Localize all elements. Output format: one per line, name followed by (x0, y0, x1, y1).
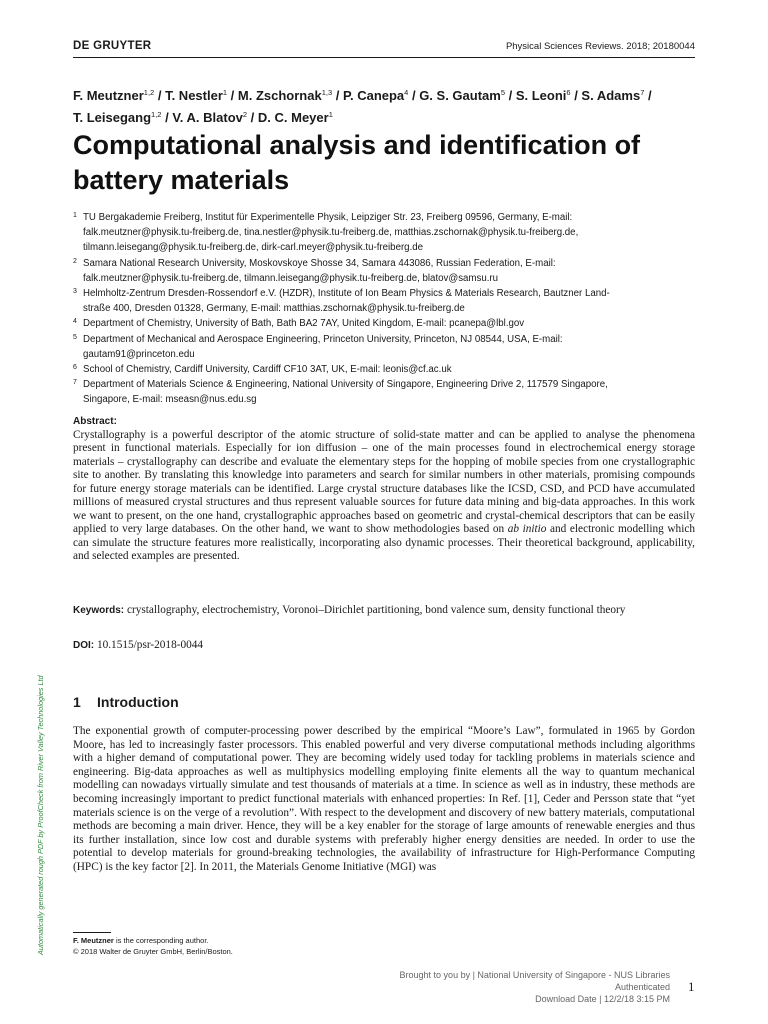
affiliation (73, 362, 695, 377)
author-name: T. Nestler (165, 88, 223, 103)
author (73, 88, 154, 103)
affiliation-number: 5 (73, 333, 77, 341)
author-affiliation-mark: 6 (566, 88, 571, 97)
body-paragraph: The exponential growth of computer-processing power described by the empirical “Moore’s Law”, formulated in 1965 by Gordon Moore, has led to increasingly faster processors. This enabled powerful and very diverse computational methods including algorithms with a higher demand of computational power. They are becoming widely used today for tackling problems in materials science and engineering. Big-data approaches as well as multiphysics modelling employing finite elements all the way to quantum mechanical modelling can nowadays virtually simulate and test thousands of materials at a time. In science as well as in industry, these methods are becoming increasingly important to predict functional materials with enhanced properties: In Ref. [1], Ceder and Persson state that “yet materials science is on the verge of a revolution”. With respect to the development and discovery of new battery materials, computational methods are becoming a main driver. Hence, they will be a key enabler for the storage of large amounts of renewable energies and thus its further installation, since low cost and durable systems with preferably higher energy densities are needed. In order to use the potential to develop materials for ground-breaking technologies, the availability of infrastructure for High-Performance Computing (HPC) is the key factor [2]. In 2011, the Materials Genome Initiative (MGI) was (73, 725, 695, 873)
affiliation-text: TU Bergakademie Freiberg, Institut für Experimentelle Physik, Leipziger Str. 23, Freiberg 09596, Germany, E-mail: falk.meutzner@physik.tu-freiberg.de, tina.nestler@physik.tu-freiberg.de, matthias.zschornak@physik.tu-freiberg.de, tilmann.leisegang@physik.tu-freiberg.de, dirk-carl.meyer@physik.tu-freiberg.de (83, 212, 579, 254)
affiliation (73, 316, 695, 331)
abstract-text-continued: and electronic modelling which can simulate the structure features more realistically, incorporating also dynamic processes. Their theoretical background, applicability, and selected examples are presented. (73, 523, 695, 562)
author (73, 110, 161, 125)
affiliation-text: Department of Chemistry, University of Bath, Bath BA2 7AY, United Kingdom, E-mail: pcanepa@lbl.gov (83, 318, 525, 330)
section-heading (73, 694, 179, 710)
footnote (73, 936, 233, 957)
author-name: S. Adams (581, 88, 641, 103)
abstract (73, 415, 695, 564)
abstract-text: Crystallography is a powerful descriptor of the atomic structure of solid-state matter and can be applied to analyse the phenomena present in functional materials. Especially for ion diffusion – one of the main processes found in electrochemical energy storage materials – crystallography can describe and evaluate the elementary steps for the hopping of mobile species from one crystallographic site to another. By translating this knowledge into parameters and search for similar numbers in other materials, promising compounds for future energy storage materials can be identified. Large crystal structure databases like the ICSD, CSD, and PCD have accumulated millions of measured crystal structures and thus represent valuable sources for future data mining and big-data approaches. In this work we want to present, on the one hand, crystallographic approaches based on geometric and crystal-chemical descriptors that can be easily applied to very large databases. On the other hand, we want to show methodologies based on (73, 428, 695, 535)
author (258, 110, 333, 125)
affiliation-number: 1 (73, 212, 77, 219)
affiliation-number: 2 (73, 257, 77, 265)
section-title: Introduction (97, 694, 179, 710)
keywords-text: crystallography, electrochemistry, Voronoi–Dirichlet partitioning, bond valence sum, density functional theory (126, 604, 626, 616)
author (165, 88, 227, 103)
author (343, 88, 408, 103)
affiliation (73, 210, 695, 256)
author-affiliation-mark: 1 (222, 88, 228, 97)
paper-title: Computational analysis and identification of battery materials (73, 130, 641, 195)
footnote-rule (73, 932, 111, 933)
section-number: 1 (73, 694, 81, 710)
journal-reference: Physical Sciences Reviews. 2018; 20180044 (505, 41, 695, 52)
abstract-label: Abstract: (73, 416, 117, 427)
author (238, 88, 332, 103)
author-affiliation-mark: 7 (640, 88, 645, 97)
author-affiliation-mark: 1,2 (151, 110, 162, 119)
author-list: F. Meutzner$^{1,2}$ / T. Nestler$^1$ / M. Zschornak$^{1,3}$ / P. Canepa$^4$ / G. S. Gautam$^5$ / S. Leoni$^6$ / S. Adams$^7$ / T. Leisegang$^{1,2}$ / V. A. Blatov$^2$ / D. C. Meyer$^1$ (73, 88, 652, 125)
affiliation-list (73, 210, 695, 408)
doi-value[interactable]: 10.1515/psr-2018-0044 (96, 639, 204, 651)
author-affiliation-mark: 1,3 (321, 88, 333, 97)
author-name: D. C. Meyer (257, 110, 329, 125)
affiliation (73, 332, 695, 362)
author-name: M. Zschornak (237, 88, 322, 103)
affiliation-number: 3 (73, 288, 77, 296)
author (516, 88, 571, 103)
header-rule (73, 57, 695, 58)
author-name: V. A. Blatov (172, 110, 243, 125)
keywords (73, 604, 695, 618)
download-line-date: Download Date | 12/2/18 3:15 PM (535, 994, 670, 1004)
page-header (73, 40, 695, 58)
keywords-label: Keywords: (73, 605, 125, 616)
author-affiliation-mark: 4 (404, 88, 409, 97)
author-name: S. Leoni (515, 88, 567, 103)
affiliation-number: 6 (73, 364, 77, 372)
author (419, 88, 505, 103)
author-affiliation-mark: 1 (328, 110, 333, 119)
affiliation (73, 377, 695, 407)
corresponding-author-note: is the corresponding author. (115, 936, 209, 945)
author-name: F. Meutzner (73, 88, 144, 103)
copyright-notice: © 2018 Walter de Gruyter GmbH, Berlin/Boston. (73, 946, 233, 956)
affiliation (73, 256, 695, 286)
author-affiliation-mark: 2 (242, 110, 248, 119)
doi-label: DOI: (73, 640, 95, 651)
download-line-provider: Brought to you by | National University of Singapore - NUS Libraries (399, 970, 670, 980)
corresponding-author-name: F. Meutzner (73, 936, 114, 945)
doi-line (73, 639, 695, 651)
affiliation-text: Samara National Research University, Moskovskoye Shosse 34, Samara 443086, Russian Federation, E-mail: falk.meutzner@physik.tu-freiberg.de, tilmann.leisegang@physik.tu-freiberg.de, blatov@samsu.ru (83, 257, 556, 284)
proofcheck-watermark: Automatically generated rough PDF by ProofCheck from River Valley Technologies Ltd (36, 675, 45, 955)
affiliation-text: Department of Mechanical and Aerospace Engineering, Princeton University, Princeton, NJ 08544, USA, E-mail: gautam91@princeton.edu (83, 333, 563, 360)
author-name: T. Leisegang (73, 110, 152, 125)
affiliation-text: Department of Materials Science & Engineering, National University of Singapore, Engineering Drive 2, 117579 Singapore, Singapore, E-mail: mseasn@nus.edu.sg (83, 379, 608, 406)
author (172, 110, 247, 125)
affiliation-text: Helmholtz-Zentrum Dresden-Rossendorf e.V. (HZDR), Institute of Ion Beam Physics & Materials Research, Bautzner Land- straße 400, Dresden 01328, Germany, E-mail: matthias.zschornak@physik.tu-freiberg.de (83, 288, 610, 315)
author-name: P. Canepa (342, 88, 405, 103)
author (581, 88, 644, 103)
abstract-italic-term: ab initio (507, 523, 547, 535)
affiliation-number: 4 (73, 318, 77, 326)
download-line-auth: Authenticated (614, 982, 670, 992)
page-number: 1 (688, 979, 695, 994)
affiliation-number: 7 (73, 379, 77, 387)
affiliation-text: School of Chemistry, Cardiff University, Cardiff CF10 3AT, UK, E-mail: leonis@cf.ac.uk (83, 364, 452, 376)
publisher-name: DE GRUYTER (73, 40, 152, 52)
author-affiliation-mark: 5 (500, 88, 505, 97)
affiliation (73, 286, 695, 316)
author-name: G. S. Gautam (419, 88, 501, 103)
download-info (400, 969, 670, 1005)
author-affiliation-mark: 1,2 (143, 88, 155, 97)
